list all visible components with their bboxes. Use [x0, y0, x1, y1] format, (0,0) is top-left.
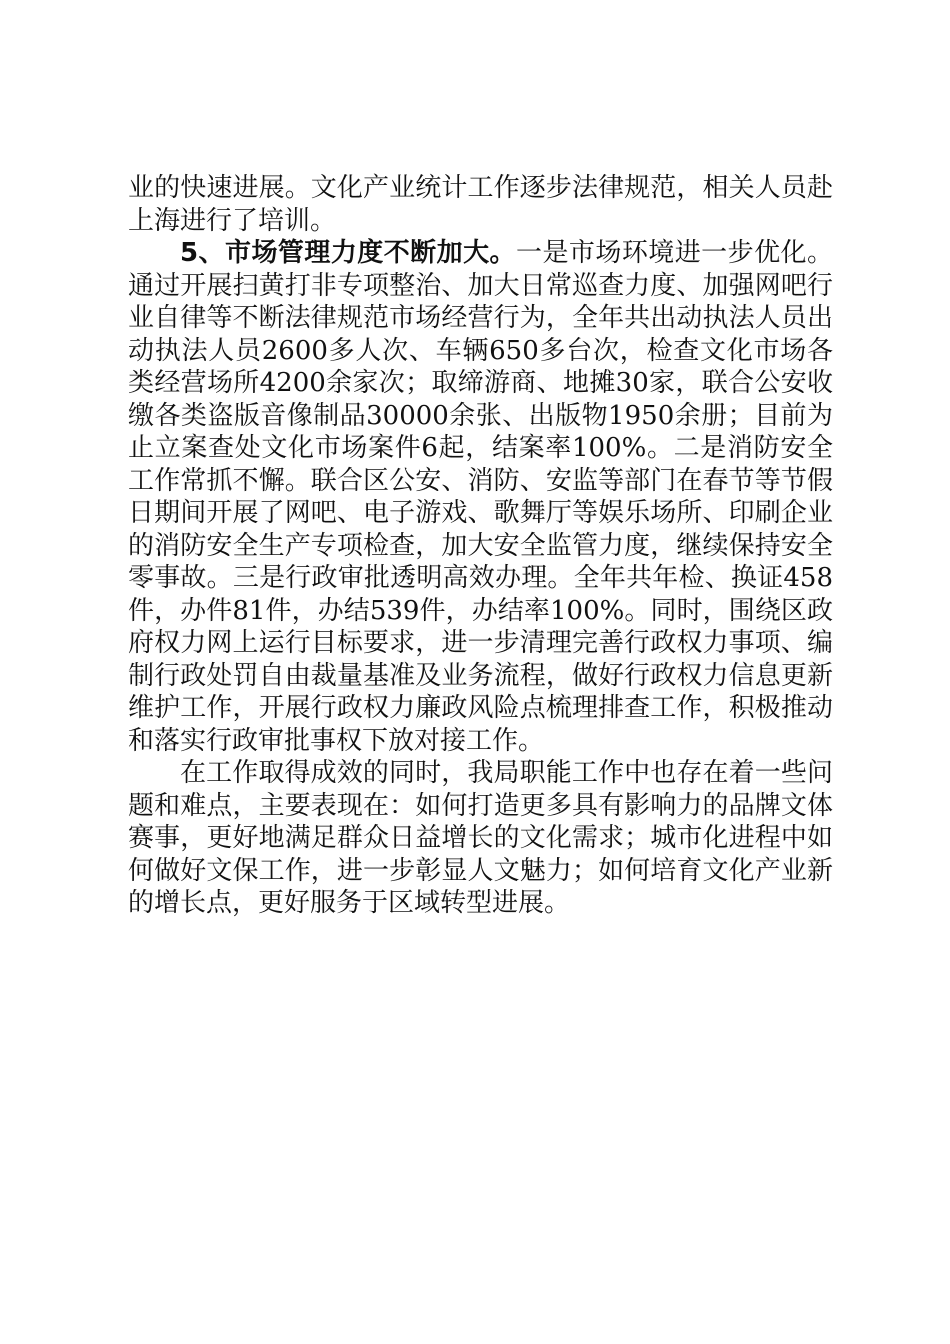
paragraph-text: 一是市场环境进一步优化。通过开展扫黄打非专项整治、加大日常巡查力度、加强网吧行业自律等不断法律规范市场经营行为，全年共出动执法人员出动执法人员2600多人次、车辆650多台次，检查文化市场各类经营场所4200余家次；取缔游商、地摊30家，联合公安收缴各类盗版音像制品30000余张、出版物1950余册；目前为止立案查处文化市场案件6起，结案率100%。二是消防安全工作常抓不懈。联合区公安、消防、安监等部门在春节等节假日期间开展了网吧、电子游戏、歌舞厅等娱乐场所、印刷企业的消防安全生产专项检查，加大安全监管力度，继续保持安全零事故。三是行政审批透明高效办理。全年共年检、换证458件，办件81件，办结539件，办结率100%。同时，围绕区政府权力网上运行目标要求，进一步清理完善行政权力事项、编制行政处罚自由裁量基准及业务流程，做好行政权力信息更新维护工作，开展行政权力廉政风险点梳理排查工作，积极推动和落实行政审批事权下放对接工作。: [128, 238, 833, 756]
section-heading-market-management: 5、市场管理力度不断加大。: [180, 238, 516, 268]
paragraph-market-management: [128, 237, 833, 757]
paragraph-problems: [128, 757, 833, 920]
document-body: [128, 172, 833, 920]
paragraph-text: 业的快速进展。文化产业统计工作逐步法律规范，相关人员赴上海进行了培训。: [128, 173, 833, 236]
paragraph-text: 在工作取得成效的同时，我局职能工作中也存在着一些问题和难点，主要表现在：如何打造更多具有影响力的品牌文体赛事，更好地满足群众日益增长的文化需求；城市化进程中如何做好文保工作，进一步彰显人文魅力；如何培育文化产业新的增长点，更好服务于区域转型进展。: [128, 758, 833, 918]
paragraph-continuation: [128, 172, 833, 237]
